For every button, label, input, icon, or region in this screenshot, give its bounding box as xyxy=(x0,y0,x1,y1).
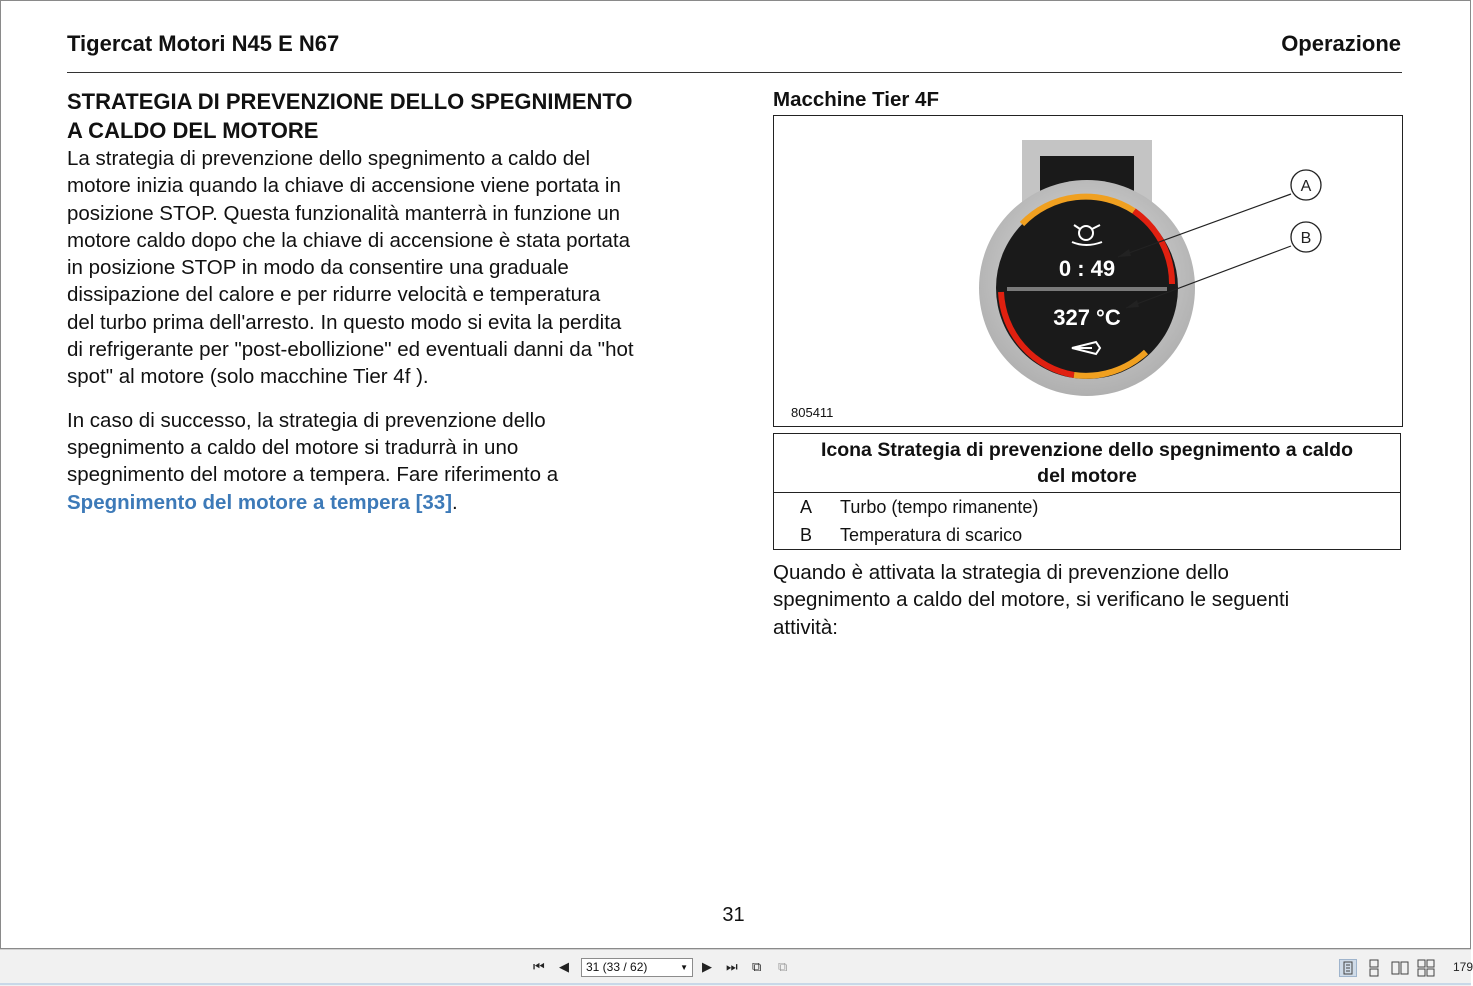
legend-header xyxy=(774,434,1401,493)
legend-key: B xyxy=(799,525,812,545)
text-line: motore caldo dopo che la chiave di accensione è stata portata xyxy=(67,228,630,252)
previous-page-icon[interactable]: ◀ xyxy=(559,960,569,975)
first-page-icon[interactable]: ⏮ xyxy=(533,960,545,975)
text-line: spegnimento a caldo del motore si tradurrà in uno xyxy=(67,435,519,459)
table-row xyxy=(774,493,1401,522)
heading-line: A CALDO DEL MOTORE xyxy=(67,118,319,143)
viewer-toolbar xyxy=(0,949,1471,986)
legend-label: Turbo (tempo rimanente) xyxy=(840,497,1039,517)
text-line: spegnimento a caldo del motore, si verificano le seguenti xyxy=(773,588,1290,612)
text-line: del turbo prima dell'arresto. In questo modo si evita la perdita xyxy=(67,310,622,334)
go-forward-icon[interactable]: ⧉ xyxy=(778,960,788,975)
go-back-icon[interactable]: ⧉ xyxy=(752,960,762,975)
text-line: spot" al motore (solo macchine Tier 4f ). xyxy=(67,365,429,389)
text-line: di refrigerante per "post-ebollizione" ed eventuali danni da "hot xyxy=(67,338,634,362)
last-page-icon[interactable]: ⏭ xyxy=(726,960,738,975)
text-line: attività: xyxy=(773,615,838,639)
table-row xyxy=(774,521,1401,550)
legend-key: A xyxy=(799,497,812,517)
activities-paragraph xyxy=(773,559,1403,641)
legend-table xyxy=(773,433,1401,550)
turbo-remaining-time: 0 : 49 xyxy=(1058,256,1116,281)
figure-frame xyxy=(773,115,1403,427)
facing-pages-view-icon[interactable] xyxy=(1391,959,1409,977)
continuous-view-icon[interactable] xyxy=(1365,959,1383,977)
cross-reference-link[interactable]: Spegnimento del motore a tempera [33] xyxy=(67,490,453,514)
exhaust-temperature-readout: 327 °C xyxy=(1053,305,1121,330)
intro-paragraph xyxy=(67,145,707,391)
single-page-view-icon[interactable] xyxy=(1339,959,1357,977)
page-number: 31 xyxy=(722,904,745,926)
text-line: posizione STOP. Questa funzionalità manterrà in funzione un xyxy=(67,201,621,225)
chevron-down-icon: ▼ xyxy=(680,963,688,972)
text-line: motore inizia quando la chiave di accensione viene portata in xyxy=(67,174,621,198)
text-line: In caso di successo, la strategia di prevenzione dello xyxy=(67,408,546,432)
document-page xyxy=(1,1,1472,949)
figure-number: 805411 xyxy=(791,405,834,420)
heading-line: STRATEGIA DI PREVENZIONE DELLO SPEGNIMENTO xyxy=(67,89,633,114)
figure-title: Macchine Tier 4F xyxy=(773,88,939,111)
text-line: spegnimento del motore a tempera. Fare riferimento a xyxy=(67,463,559,487)
document-title: Tigercat Motori N45 E N67 xyxy=(67,31,340,56)
status-strip xyxy=(0,983,1471,985)
section-title: Operazione xyxy=(1281,31,1401,56)
zoom-level[interactable]: 179 xyxy=(1453,960,1473,974)
right-column xyxy=(773,87,1403,639)
callout-a-label: A xyxy=(1300,178,1312,195)
legend-header-line: del motore xyxy=(1037,465,1137,487)
next-page-icon[interactable]: ▶ xyxy=(702,960,712,975)
gauge-divider xyxy=(1007,287,1167,291)
callout-b-label: B xyxy=(1300,230,1312,247)
text-line: in posizione STOP in modo da consentire una graduale xyxy=(67,256,569,280)
left-column xyxy=(67,87,707,516)
legend-label: Temperatura di scarico xyxy=(840,525,1023,545)
page-selector-value: 31 (33 / 62) xyxy=(586,960,648,974)
gauge-illustration xyxy=(774,116,1402,426)
text-line: La strategia di prevenzione dello spegnimento a caldo del xyxy=(67,147,591,170)
text-line: Quando è attivata la strategia di prevenzione dello xyxy=(773,561,1229,584)
link-suffix: . xyxy=(452,490,458,514)
header-divider xyxy=(67,72,1402,73)
section-heading xyxy=(67,87,707,145)
legend-header-row xyxy=(774,434,1401,493)
page-selector[interactable] xyxy=(581,958,693,977)
result-paragraph xyxy=(67,407,707,516)
text-line: dissipazione del calore e per ridurre velocità e temperatura xyxy=(67,283,601,307)
legend-header-line: Icona Strategia di prevenzione dello spegnimento a caldo xyxy=(820,439,1354,461)
continuous-facing-view-icon[interactable] xyxy=(1417,959,1435,977)
